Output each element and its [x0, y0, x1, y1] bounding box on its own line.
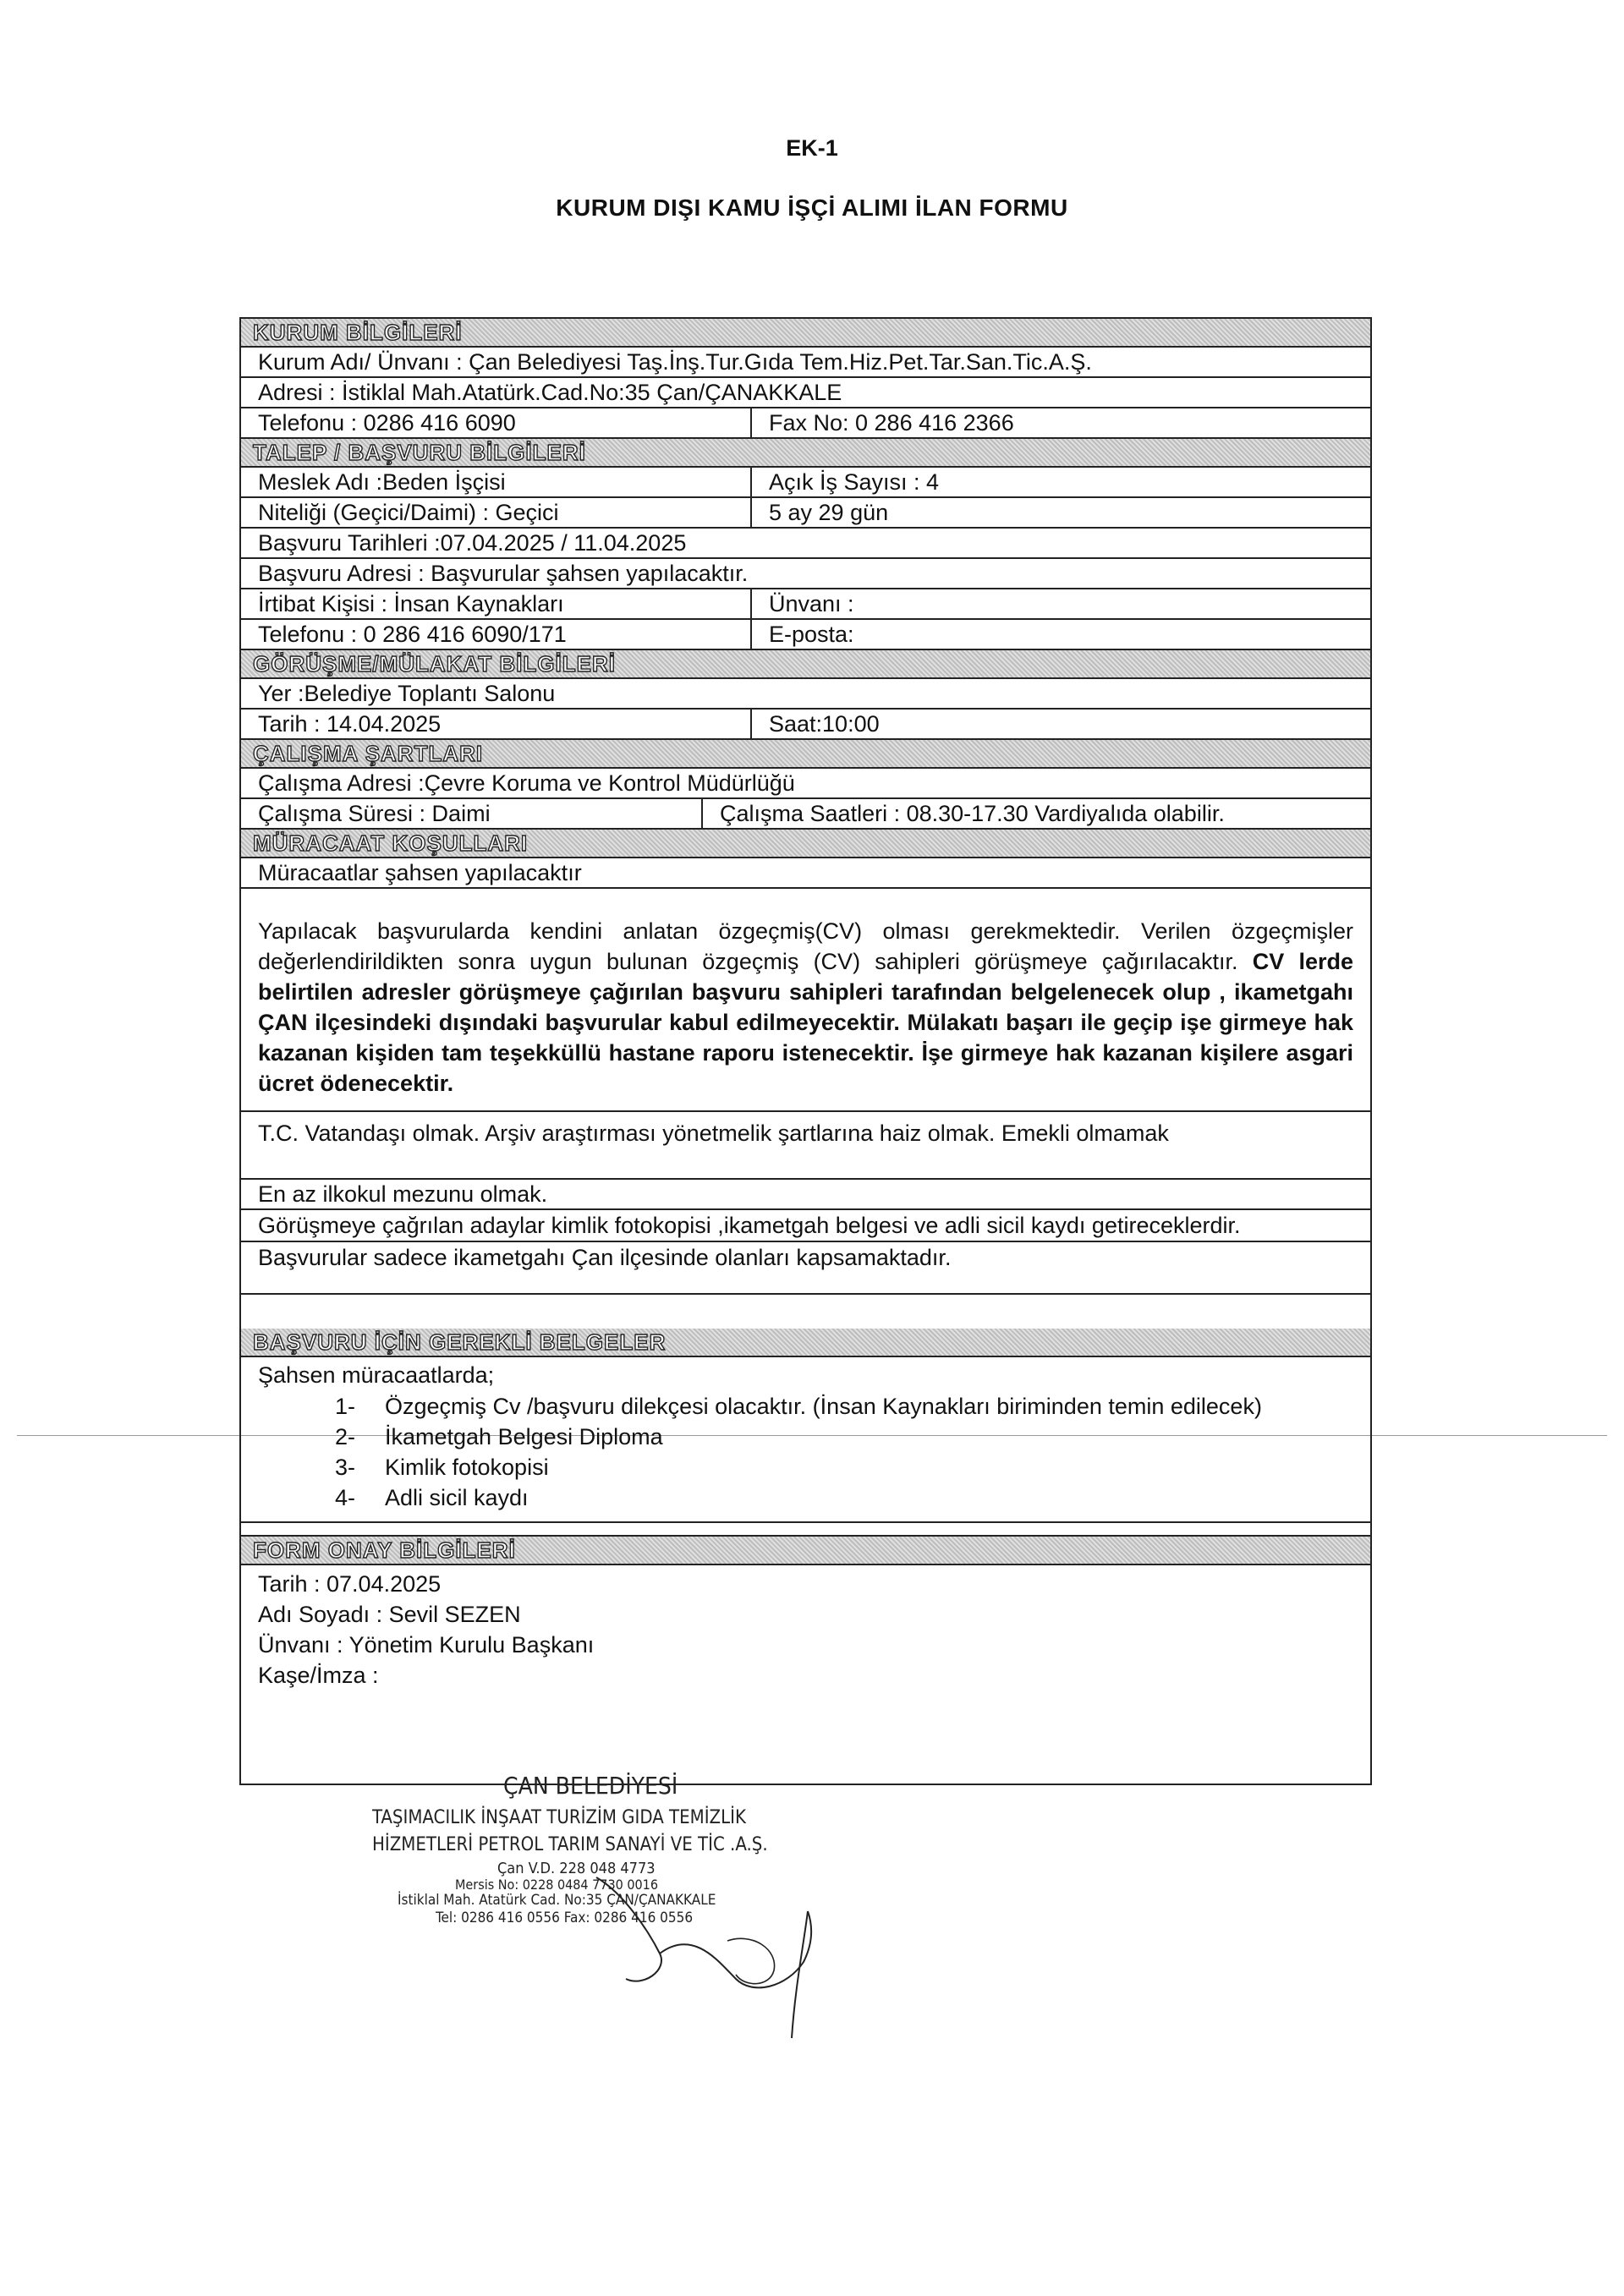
calisma-sure-row: [241, 799, 1370, 830]
section-belgeler-heading: BAŞVURU İÇİN GEREKLİ BELGELER: [241, 1329, 1370, 1357]
section-gorusme-heading: GÖRÜŞME/MÜLAKAT BİLGİLERİ: [241, 650, 1370, 679]
aciklama-bold-text: CV lerde belirtilen adresler görüşmeye çağırılan başvuru sahipleri tarafından belgelenecek olup , ikametgahı ÇAN ilçesindeki dışındaki başvurular kabul edilmeyecektir. Mülakatı başarı ile geçip işe girmeye hak kazanan kişiden tam teşekküllü hastane raporu istenecektir. İşe girmeye hak kazanan kişilere asgari ücret ödenecektir.: [258, 949, 1353, 1096]
gorusme-tarih: Tarih : 14.04.2025: [241, 710, 752, 738]
stamp-line-2: TAŞIMACILIK İNŞAAT TURİZİM GIDA TEMİZLİK: [372, 1807, 746, 1828]
kurum-adi-row: Kurum Adı/ Ünvanı : Çan Belediyesi Taş.İnş.Tur.Gıda Tem.Hiz.Pet.Tar.San.Tic.A.Ş.: [241, 348, 1370, 378]
gorusme-zaman-row: [241, 710, 1370, 740]
stamp-line-1: ÇAN BELEDİYESİ: [503, 1772, 678, 1800]
stamp-line-4: Çan V.D. 228 048 4773: [497, 1860, 656, 1877]
calisma-suresi: Çalışma Süresi : Daimi: [241, 799, 703, 828]
gorusme-yer-row: Yer :Belediye Toplantı Salonu: [241, 679, 1370, 710]
acik-is-sayisi: Açık İş Sayısı : 4: [769, 469, 940, 495]
section-muracaat-heading: MÜRACAAT KOŞULLARI: [241, 830, 1370, 858]
stamp-line-7: Tel: 0286 416 0556 Fax: 0286 416 0556: [436, 1910, 694, 1926]
basvuru-adresi-row: Başvuru Adresi : Başvurular şahsen yapılacaktır.: [241, 559, 1370, 589]
annex-label: EK-1: [786, 135, 838, 161]
announcement-form: [239, 317, 1372, 1785]
meslek-adi: Meslek Adı :Beden İşçisi: [241, 468, 752, 496]
belge-item-2: 2. İkametgah Belgesi Diploma: [368, 1422, 1353, 1452]
section-talep-heading: TALEP / BAŞVURU BİLGİLERİ: [241, 439, 1370, 468]
gorusme-saat: Saat:10:00: [769, 711, 880, 737]
calisma-saatleri: Çalışma Saatleri : 08.30-17.30 Vardiyalıda olabilir.: [720, 801, 1225, 826]
calisma-suresi-gun: 5 ay 29 gün: [769, 500, 889, 525]
onay-kase-imza: Kaşe/İmza :: [258, 1663, 379, 1688]
onay-block: [241, 1565, 1370, 1785]
kurum-fax: Fax No: 0 286 416 2366: [769, 410, 1014, 436]
kapsam-row: Başvurular sadece ikametgahı Çan ilçesinde olanları kapsamaktadır.: [241, 1242, 1370, 1295]
onay-tarih: Tarih : 07.04.2025: [258, 1571, 442, 1597]
muracaat-sahsen-row: Müracaatlar şahsen yapılacaktır: [241, 858, 1370, 889]
stamp-line-5: Mersis No: 0228 0484 7730 0016: [455, 1877, 658, 1893]
nitelik-row: [241, 498, 1370, 529]
kurum-adres-row: Adresi : İstiklal Mah.Atatürk.Cad.No:35 Çan/ÇANAKKALE: [241, 378, 1370, 408]
stamp-line-6: İstiklal Mah. Atatürk Cad. No:35 ÇAN/ÇANAKKALE: [398, 1892, 716, 1909]
belge-getirme-row: Görüşmeye çağrılan adaylar kimlik fotokopisi ,ikametgah belgesi ve adli sicil kaydı getireceklerdir.: [241, 1210, 1370, 1242]
kurum-iletisim-row: [241, 408, 1370, 439]
calisma-adresi-row: Çalışma Adresi :Çevre Koruma ve Kontrol Müdürlüğü: [241, 769, 1370, 799]
irtibat-iletisim-row: [241, 620, 1370, 650]
irtibat-telefon: Telefonu : 0 286 416 6090/171: [241, 620, 752, 649]
onay-ad-soyad: Adı Soyadı : Sevil SEZEN: [258, 1602, 521, 1627]
irtibat-kisisi: İrtibat Kişisi : İnsan Kaynakları: [241, 589, 752, 618]
onay-unvan: Ünvanı : Yönetim Kurulu Başkanı: [258, 1632, 595, 1658]
spacer: [241, 1295, 1370, 1329]
meslek-row: [241, 468, 1370, 498]
muracaat-aciklama: [241, 889, 1370, 1112]
irtibat-unvan: Ünvanı :: [769, 591, 854, 616]
belge-item-1: 1. Özgeçmiş Cv /başvuru dilekçesi olacaktır. (İnsan Kaynakları biriminden temin edilecek): [368, 1391, 1353, 1422]
basvuru-tarihleri-row: Başvuru Tarihleri :07.04.2025 / 11.04.2025: [241, 529, 1370, 559]
aciklama-normal-text: Yapılacak başvurularda kendini anlatan özgeçmiş(CV) olması gerekmektedir. Verilen özgeçmişler değerlendirildikten sonra uygun bulunan özgeçmiş (CV) sahipleri görüşmeye çağırılacaktır.: [258, 918, 1353, 974]
vatandaslik-row: T.C. Vatandaşı olmak. Arşiv araştırması yönetmelik şartlarına haiz olmak. Emekli olmamak: [241, 1112, 1370, 1180]
nitelik: Niteliği (Geçici/Daimi) : Geçici: [241, 498, 752, 527]
signature-graphic: [592, 1860, 846, 2047]
belge-item-4: 4. Adli sicil kaydı: [368, 1482, 1353, 1513]
section-calisma-heading: ÇALIŞMA ŞARTLARI: [241, 740, 1370, 769]
stamp-line-3: HİZMETLERİ PETROL TARIM SANAYİ VE TİC .A.Ş.: [372, 1834, 768, 1855]
belge-item-3: 3. Kimlik fotokopisi: [368, 1452, 1353, 1482]
section-onay-heading: FORM ONAY BİLGİLERİ: [241, 1537, 1370, 1565]
irtibat-eposta: E-posta:: [769, 622, 854, 647]
belgeler-list-block: [241, 1357, 1370, 1523]
belgeler-list: [258, 1391, 1353, 1513]
ilkokul-row: En az ilkokul mezunu olmak.: [241, 1180, 1370, 1210]
spacer: [241, 1523, 1370, 1537]
section-kurum-heading: KURUM BİLGİLERİ: [241, 319, 1370, 348]
irtibat-row: [241, 589, 1370, 620]
belgeler-intro: Şahsen müracaatlarda;: [258, 1362, 495, 1388]
kurum-telefon: Telefonu : 0286 416 6090: [241, 408, 752, 437]
page-title: KURUM DIŞI KAMU İŞÇİ ALIMI İLAN FORMU: [556, 195, 1068, 221]
